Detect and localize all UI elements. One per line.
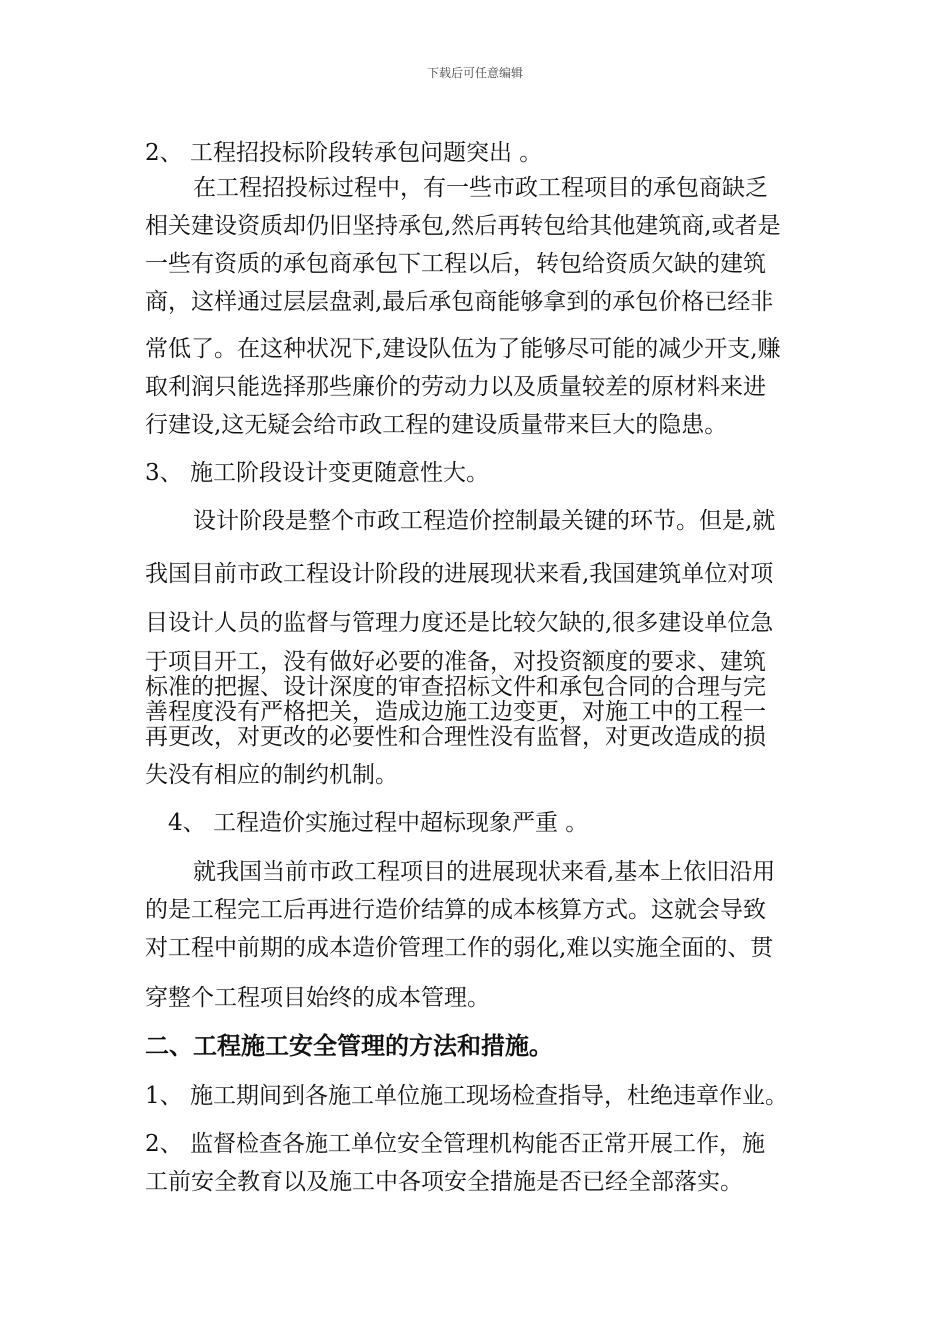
paragraph-line: 取利润只能选择那些廉价的劳动力以及质量较差的原材料来进: [145, 374, 766, 400]
paragraph-line: 一些有资质的承包商承包下工程以后，转包给资质欠缺的建筑: [145, 251, 766, 277]
subsection-heading: 4、 工程造价实施过程中超标现象严重 。: [168, 810, 589, 836]
paragraph-line: 再更改，对更改的必要性和合理性没有监督，对更改造成的损: [145, 724, 766, 750]
paragraph-line: 穿整个工程项目始终的成本管理。: [145, 985, 490, 1011]
paragraph-line: 我国目前市政工程设计阶段的进展现状来看,我国建筑单位对项: [145, 561, 774, 587]
page-header-note: 下载后可任意编辑: [426, 66, 523, 80]
subsection-heading: 3、 施工阶段设计变更随意性大。: [145, 460, 489, 486]
paragraph-line: 在工程招投标过程中，有一些市政工程项目的承包商缺乏: [193, 175, 768, 201]
paragraph-line: 就我国当前市政工程项目的进展现状来看,基本上依旧沿用: [193, 859, 776, 885]
paragraph-line: 工前安全教育以及施工中各项安全措施是否已经全部落实。: [145, 1169, 743, 1195]
section-title: 二、工程施工安全管理的方法和措施。: [145, 1031, 553, 1060]
paragraph-line: 设计阶段是整个市政工程造价控制最关键的环节。但是,就: [193, 508, 776, 534]
paragraph-line: 商，这样通过层层盘剥,最后承包商能够拿到的承包价格已经非: [145, 289, 774, 315]
subsection-heading: 2、 工程招投标阶段转承包问题突出 。: [145, 140, 543, 166]
paragraph-line: 相关建设资质却仍旧坚持承包,然后再转包给其他建筑商,或者是: [145, 213, 781, 239]
paragraph-line: 于项目开工，没有做好必要的准备，对投资额度的要求、建筑: [145, 649, 766, 675]
paragraph-line: 的是工程完工后再进行造价结算的成本核算方式。这就会导致: [145, 897, 766, 923]
paragraph-line: 目设计人员的监督与管理力度还是比较欠缺的,很多建设单位急: [145, 610, 774, 636]
paragraph-line: 1、 施工期间到各施工单位施工现场检查指导，杜绝违章作业。: [145, 1083, 788, 1109]
paragraph-line: 失没有相应的制约机制。: [145, 762, 398, 788]
paragraph-line: 标准的把握、设计深度的审查招标文件和承包合同的合理与完: [145, 674, 766, 700]
paragraph-line: 善程度没有严格把关，造成边施工边变更，对施工中的工程一: [145, 699, 766, 725]
paragraph-line: 行建设,这无疑会给市政工程的建设质量带来巨大的隐患。: [145, 412, 728, 438]
paragraph-line: 对工程中前期的成本造价管理工作的弱化,难以实施全面的、贯: [145, 935, 774, 961]
paragraph-line: 2、 监督检查各施工单位安全管理机构能否正常开展工作，施: [145, 1131, 765, 1157]
paragraph-line: 常低了。在这种状况下,建设队伍为了能够尽可能的减少开支,赚: [145, 336, 781, 362]
